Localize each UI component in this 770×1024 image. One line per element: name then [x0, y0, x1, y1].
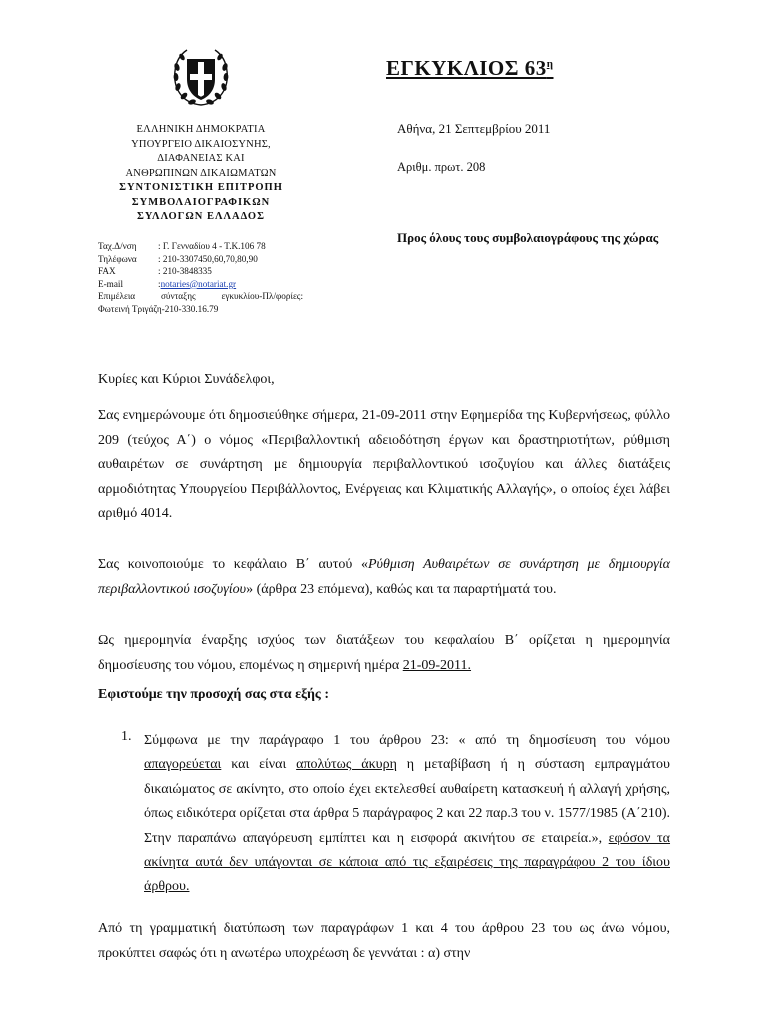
editor-name: Φωτεινή Τριγάζη-210-330.16.79	[98, 303, 219, 314]
address-value: : Γ. Γενναδίου 4 - Τ.Κ.106 78	[158, 241, 266, 251]
phone-label: Τηλέφωνα	[98, 253, 137, 264]
item1-underline-exceptions: εφόσον τα ακίνητα αυτά δεν υπάγονται σε κάποια από τις εξαιρέσεις της παραγράφου 2 του ίδιου άρθρου.	[144, 830, 671, 895]
organization-block	[70, 123, 332, 225]
fax-value: : 210-3848335	[158, 266, 212, 277]
email-label: E-mail	[98, 278, 124, 289]
phone-value: : 210-3307450,60,70,80,90	[158, 253, 258, 264]
org-line: ΔΙΑΦΑΝΕΙΑΣ ΚΑΙ	[157, 153, 245, 164]
circular-title	[386, 56, 554, 81]
item1-text-a: Σύμφωνα με την παράγραφο 1 του άρθρου 23: « από τη δημοσίευση του νόμου	[144, 733, 670, 748]
contact-details	[98, 240, 348, 316]
protocol-number: Αριθμ. πρωτ. 208	[397, 160, 486, 174]
org-bold-line: ΣΥΜΒΟΛΑΙΟΓΡΑΦΙΚΩΝ	[131, 196, 271, 208]
org-line: ΑΝΘΡΩΠΙΝΩΝ ΔΙΚΑΙΩΜΑΤΩΝ	[125, 167, 277, 179]
org-bold-line: ΣΥΝΤΟΝΙΣΤΙΚΗ ΕΠΙΤΡΟΠΗ	[119, 182, 283, 193]
item1-underline-void: απολύτως άκυρη	[296, 757, 397, 773]
p2-text-b: » (άρθρα 23 επόμενα), καθώς και τα παραρτήματά του.	[246, 581, 557, 597]
address-label: Ταχ.Δ/νση	[98, 241, 137, 251]
email-link[interactable]: notaries@notariat.gr	[160, 278, 237, 289]
circular-title-text: ΕΓΚΥΚΛΙΟΣ 63	[386, 56, 547, 80]
p2-text-a: Σας κοινοποιούμε το κεφάλαιο Β΄ αυτού «	[98, 557, 368, 572]
recipient: Προς όλους τους συμβολαιογράφους της χώρας	[397, 230, 659, 245]
attention-heading: Εφιστούμε την προσοχή σας στα εξής :	[98, 687, 329, 702]
editor-word: εγκυκλίου-Πλ/φορίες:	[221, 291, 303, 302]
p3-text: Ως ημερομηνία έναρξης ισχύος των διατάξεων του κεφαλαίου Β΄ ορίζεται η ημερομηνία δημοσίευσης του νόμου, επομένως η σημερινή ημέρα	[98, 633, 670, 673]
email-prefix: :	[158, 278, 161, 289]
item1-underline-prohibited: απαγορεύεται	[144, 757, 222, 773]
phone-row	[98, 253, 348, 266]
fax-label: FAX	[98, 266, 116, 277]
p2-italic: Ρύθμιση Αυθαιρέτων σε συνάρτηση με δημιουργία περιβαλλοντικού ισοζυγίου	[98, 557, 670, 597]
editor-word: Επιμέλεια	[98, 291, 136, 302]
paragraph-interpretation: Από τη γραμματική διατύπωση των παραγράφων 1 και 4 του άρθρου 23 του ως άνω νόμου, προκύπτει σαφώς ότι η ανωτέρω υποχρέωση δε γεννάται : α) στην	[98, 921, 670, 961]
greek-coat-of-arms-icon	[171, 47, 231, 109]
address-row	[98, 240, 348, 253]
salutation: Κυρίες και Κύριοι Συνάδελφοι,	[98, 372, 275, 387]
item1-text-c: η μεταβίβαση ή η σύσταση εμπραγμάτου δικαιώματος σε ακίνητο, στο οποίο έχει εκτελεσθεί αυθαίρετη κατασκευή ή αλλαγή χρήσης, όπως ειδικότερα ορίζεται στα άρθρα 5 παράγραφος 2 και 22 παρ.3 του ν. 1577/1985 (Α΄210). Στην παραπάνω απαγόρευση εμπίπτει και η εισφορά ακινήτου σε εταιρεία.»,	[144, 757, 670, 846]
org-line: ΕΛΛΗΝΙΚΗ ΔΗΜΟΚΡΑΤΙΑ	[136, 124, 266, 135]
p3-date: 21-09-2011.	[402, 657, 472, 673]
paragraph-publication: Σας ενημερώνουμε ότι δημοσιεύθηκε σήμερα, 21-09-2011 στην Εφημερίδα της Κυβερνήσεως, φύλλο 209 (τεύχος Α΄) ο νόμος «Περιβαλλοντική αδειοδότηση έργων και δραστηριοτήτων, ρύθμιση αυθαιρέτων σε συνάρτηση με δημιουργία περιβαλλοντικού ισοζυγίου και άλλες διατάξεις αρμοδιότητας Υπουργείου Περιβάλλοντος, Ενέργειας και Κλιματικής Αλλαγής», ο οποίος έχει λάβει αριθμό 4014.	[98, 408, 670, 522]
document-date: Αθήνα, 21 Σεπτεμβρίου 2011	[397, 121, 551, 136]
item1-text-b: και είναι	[221, 757, 297, 773]
editor-row	[98, 290, 303, 303]
org-line: ΥΠΟΥΡΓΕΙΟ ΔΙΚΑΙΟΣΥΝΗΣ,	[131, 138, 271, 150]
editor-word: σύνταξης	[160, 291, 196, 302]
email-row	[98, 278, 348, 291]
org-bold-line: ΣΥΛΛΟΓΩΝ ΕΛΛΑΔΟΣ	[137, 211, 265, 222]
circular-title-suffix: η	[546, 58, 554, 70]
paragraph-chapter	[98, 553, 670, 602]
list-item-number: 1.	[121, 729, 132, 744]
list-item	[144, 729, 670, 900]
paragraph-effective-date	[98, 629, 670, 678]
fax-row	[98, 265, 348, 278]
